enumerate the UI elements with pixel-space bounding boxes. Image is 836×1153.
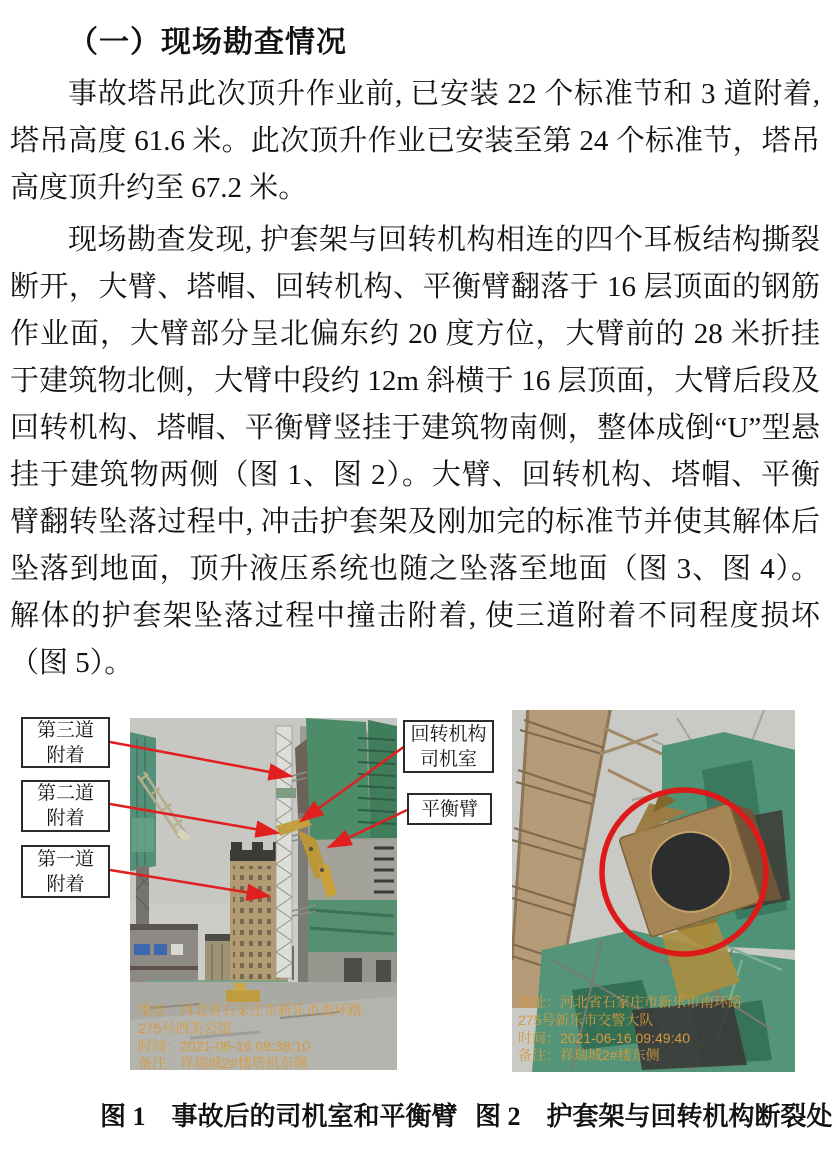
callout-line: 回转机构 [410, 723, 487, 745]
callout-line: 附着 [46, 808, 85, 829]
callout-third-attachment [21, 717, 110, 768]
figure1-photo [130, 718, 397, 1070]
caption-row [0, 1096, 836, 1136]
svg-text:275号西美公馆: 275号西美公馆 [138, 1020, 232, 1036]
callout-line: 附着 [46, 873, 85, 895]
callout-first-attachment [21, 845, 110, 898]
callout-line: 司机室 [419, 748, 477, 770]
svg-text:地址：河北省石家庄市新乐市南环路: 地址：河北省石家庄市新乐市南环路 [138, 1002, 362, 1018]
callout-line: 第三道 [36, 719, 94, 741]
callout-counter-jib [407, 793, 492, 825]
figure1-caption: 图 1 事故后的司机室和平衡臂 [100, 1102, 458, 1131]
paragraph-2: 现场勘查发现, 护套架与回转机构相连的四个耳板结构撕裂断开，大臂、塔帽、回转机构、平衡臂翻落于 16 层顶面的钢筋作业面，大臂部分呈北偏东约 20 度方位，大臂前的 28 米折挂于建筑物北侧，大臂中段约 12m 斜横于 16 层顶面，大臂后段及回转机构、塔帽、平衡臂竖挂于建筑物南侧，整体成倒“U”型悬挂于建筑物两侧（图 1、图 2）。大臂、回转机构、塔帽、平衡臂翻转坠落过程中, 冲击护套架及刚加完的标准节并使其解体后坠落到地面，顶升液压系统也随之坠落至地面（图 3、图 4）。解体的护套架坠落过程中撞击附着, 使三道附着不同程度损坏（图 5）。 [10, 224, 820, 679]
svg-text:地址：河北省石家庄市新乐市南环路: 地址：河北省石家庄市新乐市南环路 [518, 994, 742, 1010]
callout-line: 平衡臂 [420, 798, 478, 820]
callout-line: 第二道 [36, 783, 94, 804]
callout-line: 附着 [46, 744, 85, 766]
callout-line: 第一道 [36, 848, 94, 870]
figure2-photo [512, 710, 795, 1072]
callout-second-attachment [21, 780, 110, 832]
paragraph-1: 事故塔吊此次顶升作业前, 已安装 22 个标准节和 3 道附着, 塔吊高度 61.6 米。此次顶升作业已安装至第 24 个标准节，塔吊高度顶升约至 67.2 米。 [10, 78, 820, 204]
svg-text:时间：2021-06-16 09:38:10: 时间：2021-06-16 09:38:10 [138, 1038, 310, 1054]
section-heading: （一）现场勘查情况 [68, 26, 347, 59]
callout-slewing-cab [403, 720, 494, 773]
mast-collar [276, 788, 296, 798]
figure2-caption: 图 2 护套架与回转机构断裂处 [475, 1102, 833, 1131]
svg-text:备注：祥瑞城2#楼塔机东侧: 备注：祥瑞城2#楼塔机东侧 [138, 1055, 308, 1070]
svg-text:时间：2021-06-16 09:49:40: 时间：2021-06-16 09:49:40 [518, 1030, 690, 1046]
figure-area [0, 700, 836, 1153]
svg-text:备注：祥瑞城2#楼东侧: 备注：祥瑞城2#楼东侧 [518, 1047, 660, 1063]
svg-text:275号新乐市交警大队: 275号新乐市交警大队 [518, 1012, 654, 1028]
